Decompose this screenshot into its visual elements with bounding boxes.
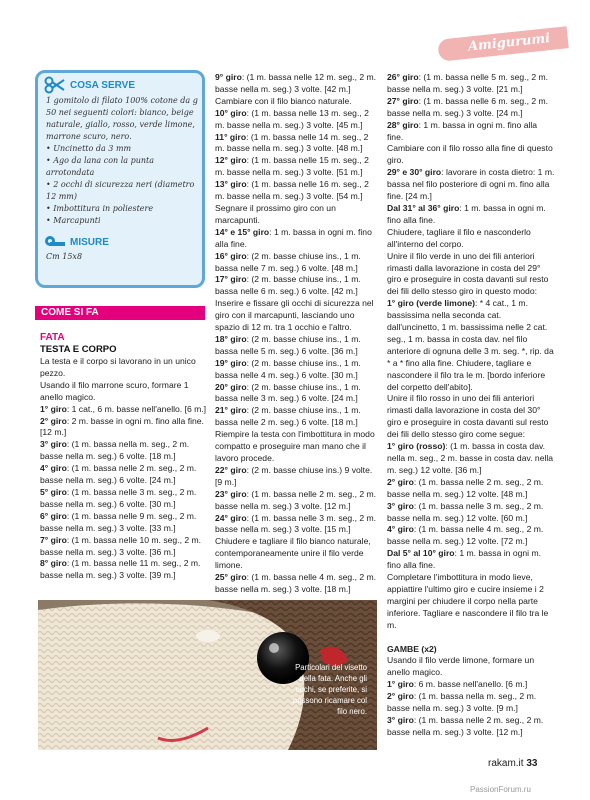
supply-item: • 2 occhi di sicurezza neri (diametro 12 mm) [46, 180, 195, 201]
instruction-paragraph: 6° giro: (1 m. bassa nelle 9 m. seg., 2 m. basse nella m. seg.) 3 volte. [33 m.] [40, 510, 197, 533]
instruction-paragraph: 14° e 15° giro: 1 m. bassa in ogni m. fino alla fine. [215, 226, 372, 249]
figure-title: FATA [40, 332, 65, 343]
instruction-paragraph: Dal 31° al 36° giro: 1 m. bassa in ogni m. fino alla fine. [387, 202, 546, 225]
section-tab-label: Amigurumi [467, 31, 551, 55]
instruction-paragraph: 1° giro (rosso): (1 m. bassa in costa dav. nella m. seg., 2 m. basse in costa dav. nella m. seg.) 12 volte. [36 m.] [387, 441, 554, 475]
page-number: 33 [526, 758, 538, 769]
instruction-paragraph: 10° giro: (1 m. bassa nelle 13 m. seg., 2 m. basse nella m. seg.) 3 volte. [45 m.] [215, 107, 369, 130]
instruction-paragraph: Dal 5° al 10° giro: 1 m. bassa in ogni m. fino alla fine. [387, 548, 542, 571]
instruction-paragraph: Cambiare con il filo rosso alla fine di questo giro. [387, 143, 553, 166]
instruction-paragraph: 4° giro: (1 m. bassa nelle 2 m. seg., 2 m. basse nella m. seg.) 6 volte. [24 m.] [40, 463, 197, 486]
how-to-bar [35, 306, 205, 320]
instruction-paragraph: 3° giro: (1 m. bassa nelle 3 m. seg., 2 m. basse nella m. seg.) 12 volte. [60 m.] [387, 500, 544, 523]
instruction-paragraph: 24° giro: (1 m. bassa nelle 3 m. seg., 2 m. basse nella m. seg.) 3 volte. [15 m.] [215, 512, 377, 535]
instructions-column-3 [387, 72, 555, 739]
site-name: rakam.it [488, 758, 524, 769]
supplies-list [46, 95, 200, 227]
part-title: TESTA E CORPO [40, 344, 117, 355]
instruction-paragraph: Unire il filo rosso in uno dei fili anteriori rimasti dalla lavorazione in costa del 30° giro e proseguire in costa davanti sul resto dei fili dello stesso giro come segue: [387, 393, 549, 440]
instruction-paragraph: 25° giro: (1 m. bassa nelle 4 m. seg., 2 m. basse nella m. seg.) 3 volte. [18 m.] [215, 572, 377, 594]
supply-item: • Uncinetto da 3 mm [46, 144, 132, 153]
supply-item: • Ago da lana con la punta arrotondata [46, 156, 155, 177]
instruction-paragraph [387, 632, 555, 644]
instruction-paragraph: 13° giro: (1 m. bassa nelle 16 m. seg., 2 m. basse nella m. seg.) 3 volte. [54 m.] [215, 179, 369, 202]
instruction-paragraph: 12° giro: (1 m. bassa nelle 15 m. seg., 2 m. basse nella m. seg.) 3 volte. [51 m.] [215, 155, 369, 178]
supplies-title: COSA SERVE [70, 80, 136, 91]
instruction-paragraph: La testa e il corpo si lavorano in un unico pezzo. [40, 356, 196, 378]
watermark: PassionForum.ru [470, 785, 531, 794]
supply-item: • Imbottitura in poliestere [46, 204, 154, 213]
instruction-paragraph: 18° giro: (2 m. basse chiuse ins., 1 m. bassa nelle 5 m. seg.) 6 volte. [36 m.] [215, 333, 361, 356]
instruction-paragraph: 1° giro: 6 m. basse nell'anello. [6 m.] [387, 679, 528, 690]
instruction-paragraph: Cambiare con il filo bianco naturale. [215, 95, 352, 106]
how-to-label: COME SI FA [41, 307, 99, 318]
tape-measure-icon [44, 235, 66, 247]
instruction-paragraph: Usando il filo marrone scuro, formare 1 anello magico. [40, 379, 189, 402]
instruction-paragraph: 2° giro: (1 m. bassa nelle 2 m. seg., 2 m. basse nella m. seg.) 12 volte. [48 m.] [387, 476, 544, 499]
instruction-paragraph: 21° giro: (2 m. basse chiuse ins., 1 m. bassa nelle 2 m. seg.) 6 volte. [18 m.] [215, 405, 361, 428]
instruction-paragraph: 5° giro: (1 m. bassa nelle 3 m. seg., 2 m. basse nella m. seg.) 6 volte. [30 m.] [40, 486, 197, 509]
photo-caption: Particolari del visetto della fata. Anche gli occhi, se preferite, si possono ricamare col filo nero. [292, 663, 367, 716]
instruction-paragraph: 1° giro (verde limone): * 4 cat., 1 m. bassissima nella seconda cat. dall'uncinetto, 1 m. bassissima nelle 2 cat. seg., 1 m. bassa in costa dav. nel filo anteriore di ognuna delle 3 m. seg. *, rip. da * a * fino alla fine. Chiudere, tagliare e nascondere il filo tra le m. [bordo inferiore del corpetto dell'abito]. [387, 298, 554, 392]
supply-item: • Marcapunti [46, 216, 101, 225]
instruction-paragraph: 19° giro: (2 m. basse chiuse ins., 1 m. bassa nelle 4 m. seg.) 6 volte. [30 m.] [215, 357, 361, 380]
instruction-paragraph: 4° giro: (1 m. bassa nelle 4 m. seg., 2 m. basse nella m. seg.) 12 volte. [72 m.] [387, 524, 544, 547]
instruction-paragraph: Chiudere e tagliare il filo bianco naturale, contemporaneamente unire il filo verde limone. [215, 536, 371, 571]
instruction-paragraph: 27° giro: (1 m. bassa nelle 6 m. seg., 2 m. basse nella m. seg.) 3 volte. [24 m.] [387, 95, 549, 118]
instruction-paragraph: 23° giro: (1 m. bassa nelle 2 m. seg., 2 m. basse nella m. seg.) 3 volte. [12 m.] [215, 488, 377, 511]
scissors-icon [44, 76, 66, 94]
page-footer [488, 758, 537, 769]
instruction-paragraph: 11° giro: (1 m. bassa nelle 14 m. seg., 2 m. basse nella m. seg.) 3 volte. [48 m.] [215, 131, 369, 154]
instruction-paragraph: 28° giro: 1 m. bassa in ogni m. fino alla fine. [387, 119, 538, 142]
section-tab [437, 26, 569, 61]
measures-title: MISURE [70, 237, 109, 248]
instruction-paragraph: Inserire e fissare gli occhi di sicurezza nel giro con il marcapunti, lasciando uno spazio di 12 m. tra 1 occhio e l'altro. [215, 298, 374, 333]
doll-photo [38, 600, 377, 750]
instruction-paragraph: 22° giro: (2 m. basse chiuse ins.) 9 volte. [9 m.] [215, 464, 373, 487]
instruction-paragraph: 26° giro: (1 m. bassa nelle 5 m. seg., 2 m. basse nella m. seg.) 3 volte. [21 m.] [387, 72, 549, 94]
instruction-paragraph: 7° giro: (1 m. bassa nelle 10 m. seg., 2 m. basse nella m. seg.) 3 volte. [36 m.] [40, 534, 202, 557]
instruction-paragraph: Chiudere, tagliare il filo e nasconderlo all'interno del corpo. [387, 226, 531, 249]
instruction-paragraph: Usando il filo verde limone, formare un anello magico. [387, 655, 535, 678]
instruction-paragraph: 9° giro: (1 m. bassa nelle 12 m. seg., 2 m. basse nella m. seg.) 3 volte. [42 m.] [215, 72, 377, 94]
instructions-column-1 [40, 356, 208, 582]
instruction-paragraph: 2° giro: 2 m. basse in ogni m. fino alla fine. [12 m.] [40, 415, 204, 438]
instruction-paragraph: 2° giro: (1 m. bassa nella m. seg., 2 m. basse nella m. seg.) 3 volte. [9 m.] [387, 691, 537, 714]
instruction-paragraph: Unire il filo verde in uno dei fili anteriori rimasti dalla lavorazione in costa del 29° giro e proseguire in costa davanti sul resto dei fili dello stesso giro in questo modo: [387, 250, 549, 297]
instruction-paragraph: Segnare il prossimo giro con un marcapunti. [215, 202, 336, 225]
instruction-paragraph: 16° giro: (2 m. basse chiuse ins., 1 m. bassa nelle 7 m. seg.) 6 volte. [48 m.] [215, 250, 361, 273]
instructions-column-2 [215, 72, 379, 596]
measures-value: Cm 15x8 [46, 252, 83, 261]
supply-item: 1 gomitolo di filato 100% cotone da g 50 nei seguenti colori: bianco, beige naturale, giallo, rosso, verde limone, marrone scuro, nero. [46, 96, 198, 141]
instruction-paragraph: 29° e 30° giro: lavorare in costa dietro: 1 m. bassa nel filo posteriore di ogni m. fino alla fine. [24 m.] [387, 167, 555, 202]
instruction-paragraph: 17° giro: (2 m. basse chiuse ins., 1 m. bassa nelle 6 m. seg.) 6 volte. [42 m.] [215, 274, 361, 297]
instruction-paragraph: 3° giro: (1 m. bassa nella m. seg., 2 m. basse nella m. seg.) 6 volte. [18 m.] [40, 439, 190, 462]
instruction-paragraph: Completare l'imbottitura in modo lieve, appiattire l'ultimo giro e cucire insieme i 2 margini per chiudere il corpo nella parte inferiore. Tagliare e nascondere il filo tra le m. [387, 572, 549, 630]
instruction-paragraph: GAMBE (x2) [387, 643, 437, 654]
instruction-paragraph: Riempire la testa con l'imbottitura in modo compatto e proseguire man mano che il lavoro procede. [215, 429, 375, 463]
instruction-paragraph: 8° giro: (1 m. bassa nelle 11 m. seg., 2 m. basse nella m. seg.) 3 volte. [39 m.] [40, 558, 201, 581]
instruction-paragraph: 3° giro: (1 m. bassa nelle 2 m. seg., 2 m. basse nella m. seg.) 3 volte. [12 m.] [387, 714, 544, 737]
instruction-paragraph: 20° giro: (2 m. basse chiuse ins., 1 m. bassa nelle 3 m. seg.) 6 volte. [24 m.] [215, 381, 361, 404]
instruction-paragraph: 1° giro: 1 cat., 6 m. basse nell'anello. [6 m.] [40, 403, 207, 414]
